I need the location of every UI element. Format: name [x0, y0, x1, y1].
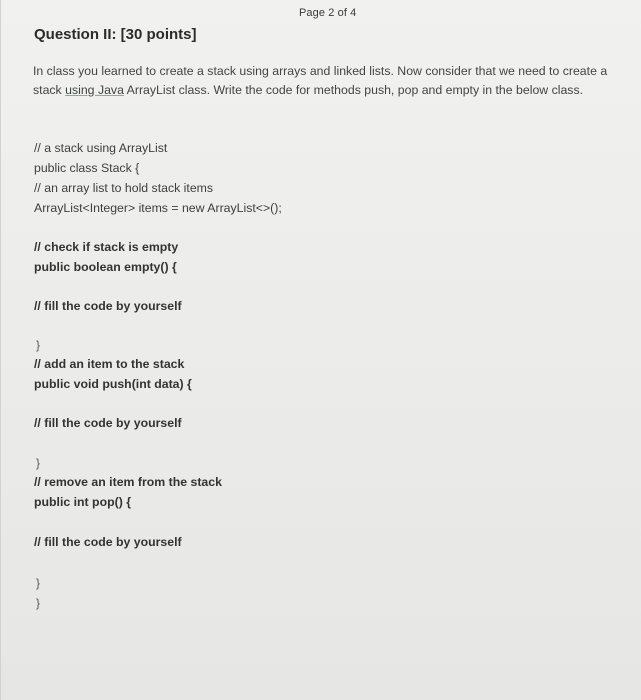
close-brace-empty: } — [36, 338, 41, 352]
class-declaration: public class Stack { — [34, 161, 140, 175]
question-prompt — [33, 62, 629, 99]
close-brace-push: } — [36, 456, 41, 470]
close-brace-class: } — [36, 596, 41, 610]
empty-method-declaration: public boolean empty() { — [34, 260, 177, 274]
fill-code-push: // fill the code by yourself — [34, 416, 182, 430]
fill-code-pop: // fill the code by yourself — [34, 535, 182, 549]
prompt-underlined-text: using Java — [65, 82, 124, 97]
page-number: Page 2 of 4 — [299, 7, 357, 19]
comment-array-list: // an array list to hold stack items — [34, 181, 214, 195]
question-title: Question II: [30 points] — [34, 26, 197, 43]
push-method-declaration: public void push(int data) { — [34, 377, 192, 391]
prompt-text-start: In class you learned to create a stack using arrays and linked lists. Now consider that we need to create a stack — [33, 64, 608, 97]
items-declaration: ArrayList<Integer> items = new ArrayList<>(); — [34, 201, 282, 215]
fill-code-empty: // fill the code by yourself — [34, 299, 182, 313]
comment-pop: // remove an item from the stack — [34, 475, 222, 489]
comment-empty: // check if stack is empty — [34, 240, 179, 254]
comment-stack: // a stack using ArrayList — [34, 141, 168, 155]
pop-method-declaration: public int pop() { — [34, 495, 131, 509]
comment-push: // add an item to the stack — [34, 357, 185, 371]
prompt-text-end: ArrayList class. Write the code for methods push, pop and empty in the below class. — [123, 82, 584, 97]
close-brace-pop: } — [36, 576, 41, 590]
